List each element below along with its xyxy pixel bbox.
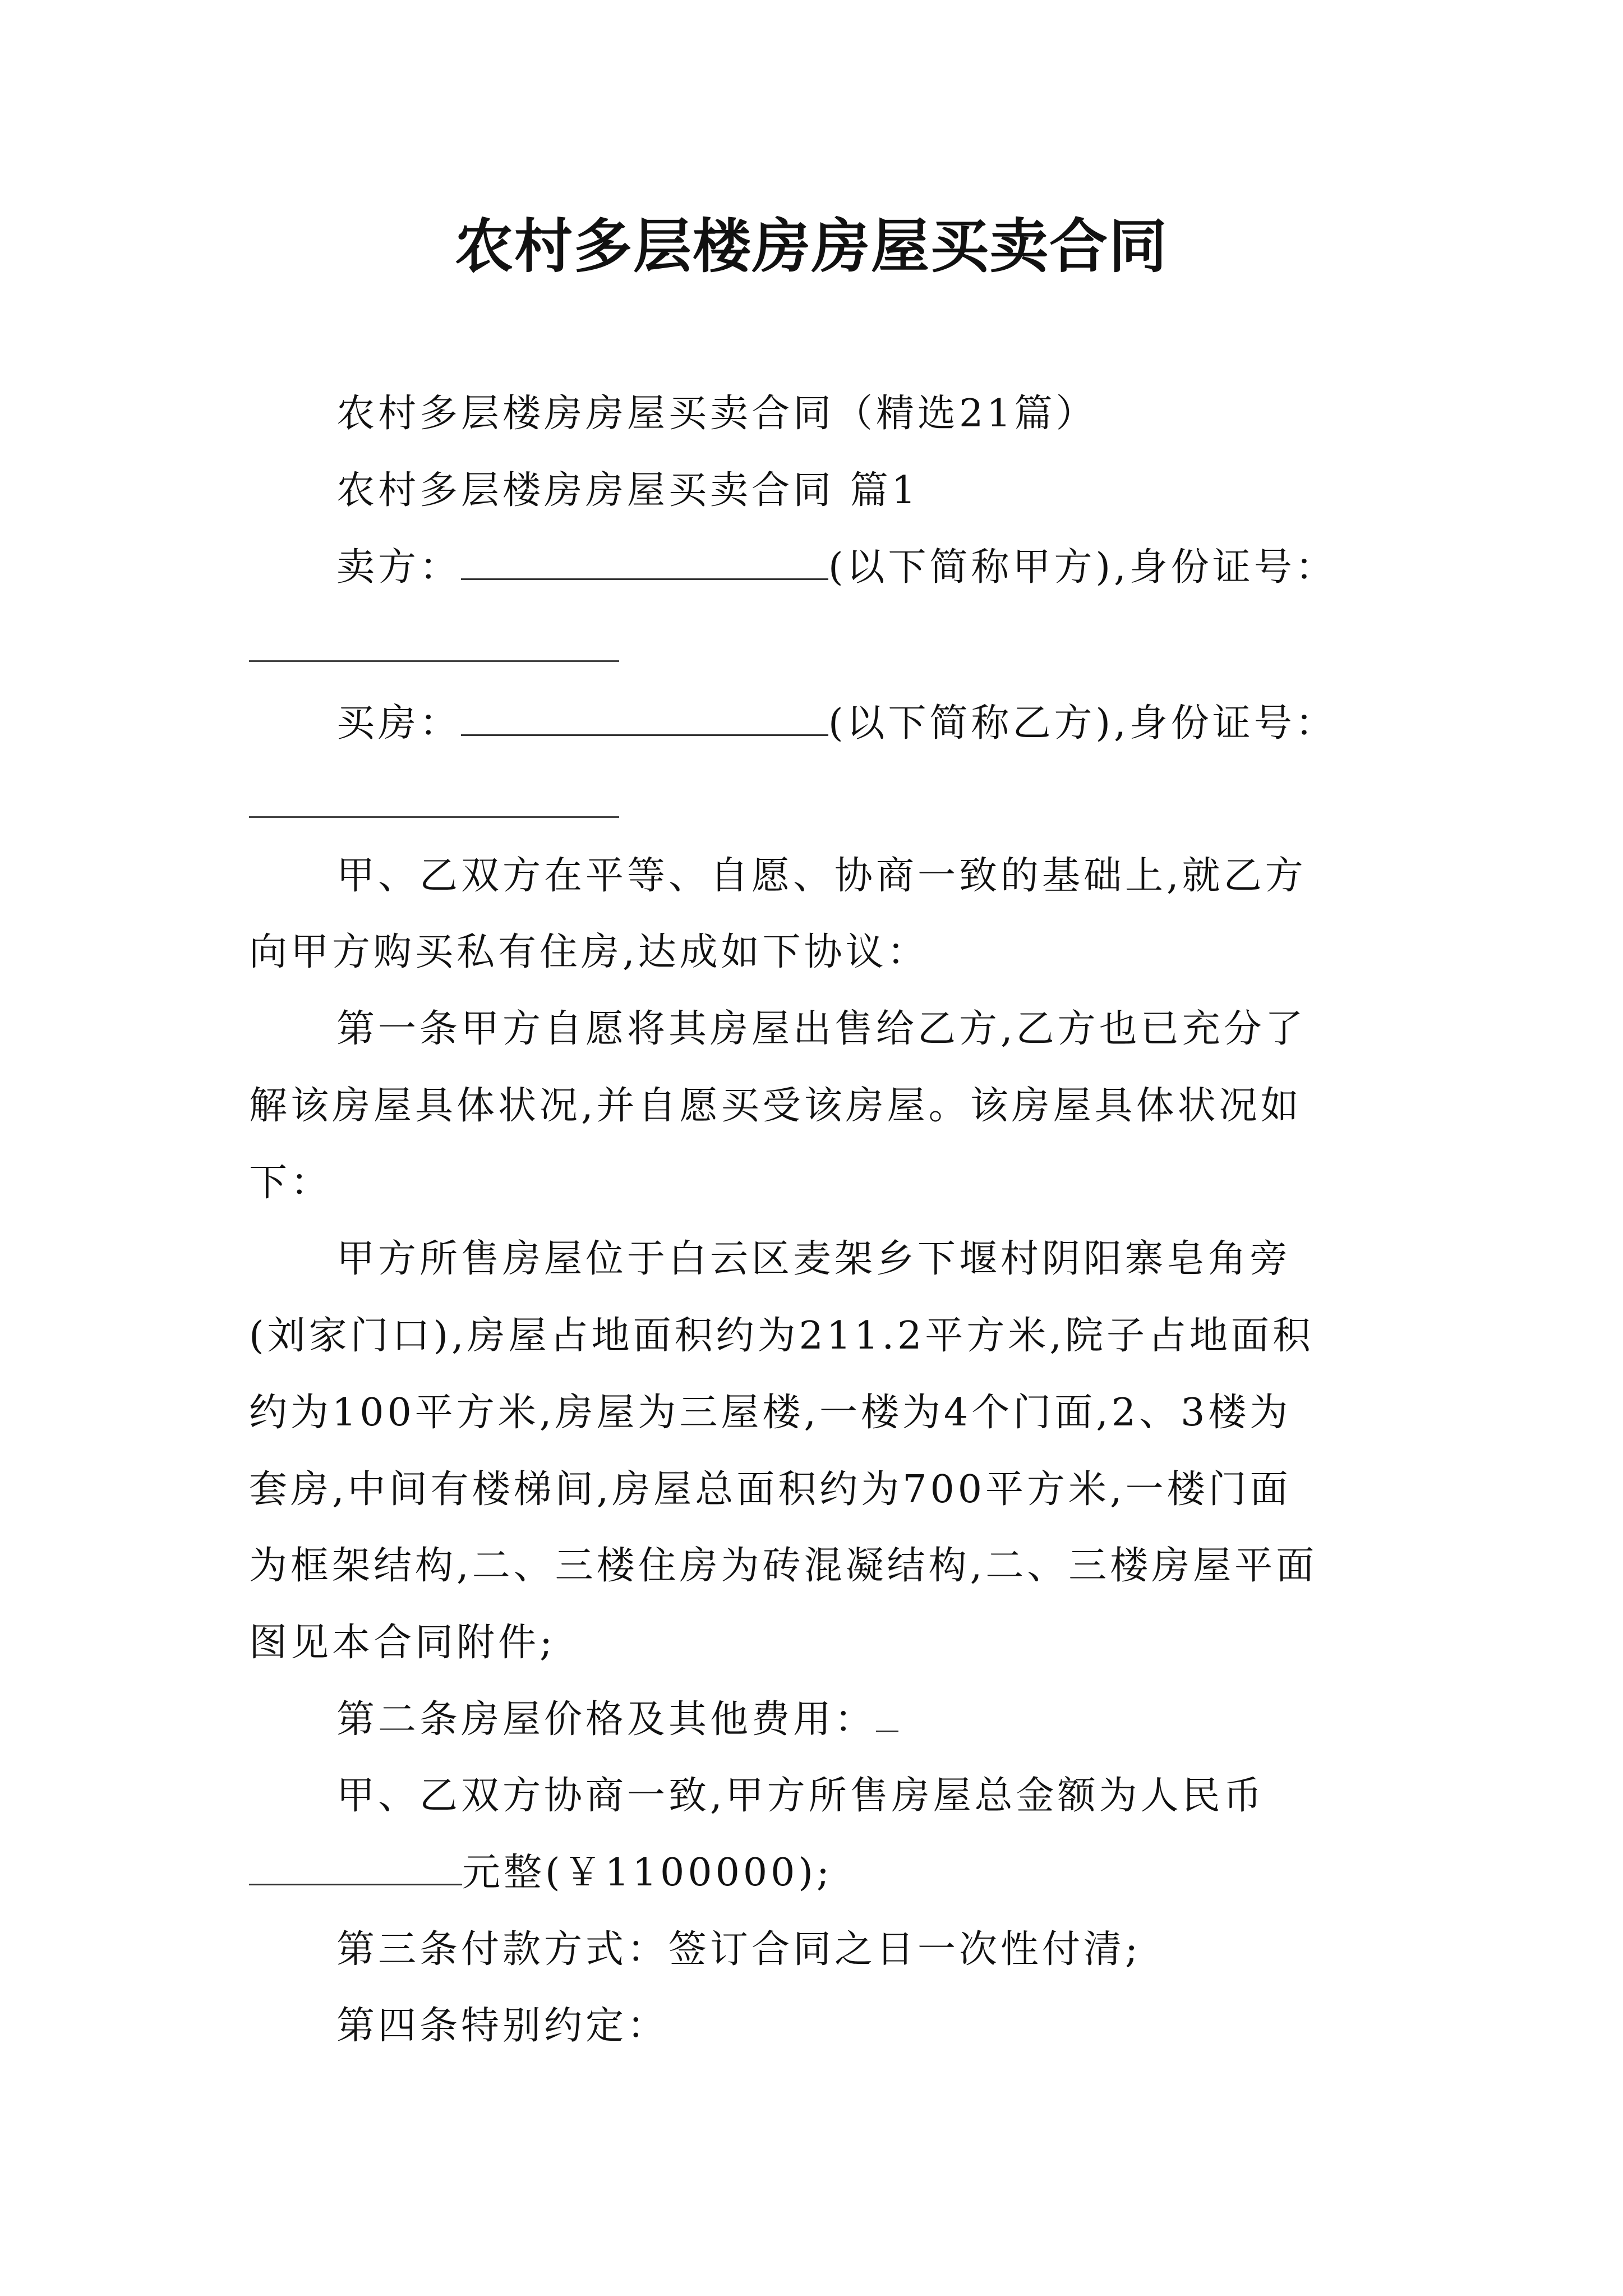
seller-name-blank [461,545,828,580]
article-2-line [336,1692,898,1748]
document-subtitle: 农村多层楼房房屋买卖合同（精选21篇） [336,392,1098,436]
buyer-label: 买房： [336,701,462,746]
price-line-1: 甲、乙双方协商一致,甲方所售房屋总金额为人民币 [336,1774,1265,1818]
intro-line-2: 向甲方购买私有住房,达成如下协议： [249,930,929,974]
price-line-2 [249,1845,833,1901]
price-text: 元整(￥1100000); [462,1851,833,1895]
article-1-line-2: 解该房屋具体状况,并自愿买受该房屋。该房屋具体状况如 [249,1084,1302,1128]
description-line-4: 套房,中间有楼梯间,房屋总面积约为700平方米,一楼门面 [249,1467,1292,1512]
article-1-line-1: 第一条甲方自愿将其房屋出售给乙方,乙方也已充分了 [336,1007,1307,1051]
article-3: 第三条付款方式：签订合同之日一次性付清; [336,1927,1141,1972]
article-4: 第四条特别约定： [336,2004,669,2048]
buyer-id-blank [249,816,619,818]
price-amount-blank [249,1850,462,1885]
article-2: 第二条房屋价格及其他费用： [336,1697,877,1742]
section-heading: 农村多层楼房房屋买卖合同 篇1 [336,468,919,513]
article-1-line-3: 下： [249,1161,333,1205]
description-line-3: 约为100平方米,房屋为三屋楼,一楼为4个门面,2、3楼为 [249,1391,1292,1435]
seller-line [336,540,1337,596]
description-line-2: (刘家门口),房屋占地面积约为211.2平方米,院子占地面积 [249,1314,1314,1358]
description-line-5: 为框架结构,二、三楼住房为砖混凝结构,二、三楼房屋平面 [249,1544,1318,1588]
buyer-suffix: (以下简称乙方),身份证号： [828,701,1337,746]
document-title: 农村多层楼房房屋买卖合同 [454,211,1168,280]
buyer-line [336,696,1337,752]
description-line-6: 图见本合同附件; [249,1621,556,1665]
article-2-blank [876,1697,898,1732]
intro-line-1: 甲、乙双方在平等、自愿、协商一致的基础上,就乙方 [336,854,1307,898]
seller-label: 卖方： [336,545,462,590]
seller-suffix: (以下简称甲方),身份证号： [828,545,1337,590]
seller-id-blank [249,660,619,662]
buyer-name-blank [461,701,828,736]
description-line-1: 甲方所售房屋位于白云区麦架乡下堰村阴阳寨皂角旁 [336,1237,1292,1281]
